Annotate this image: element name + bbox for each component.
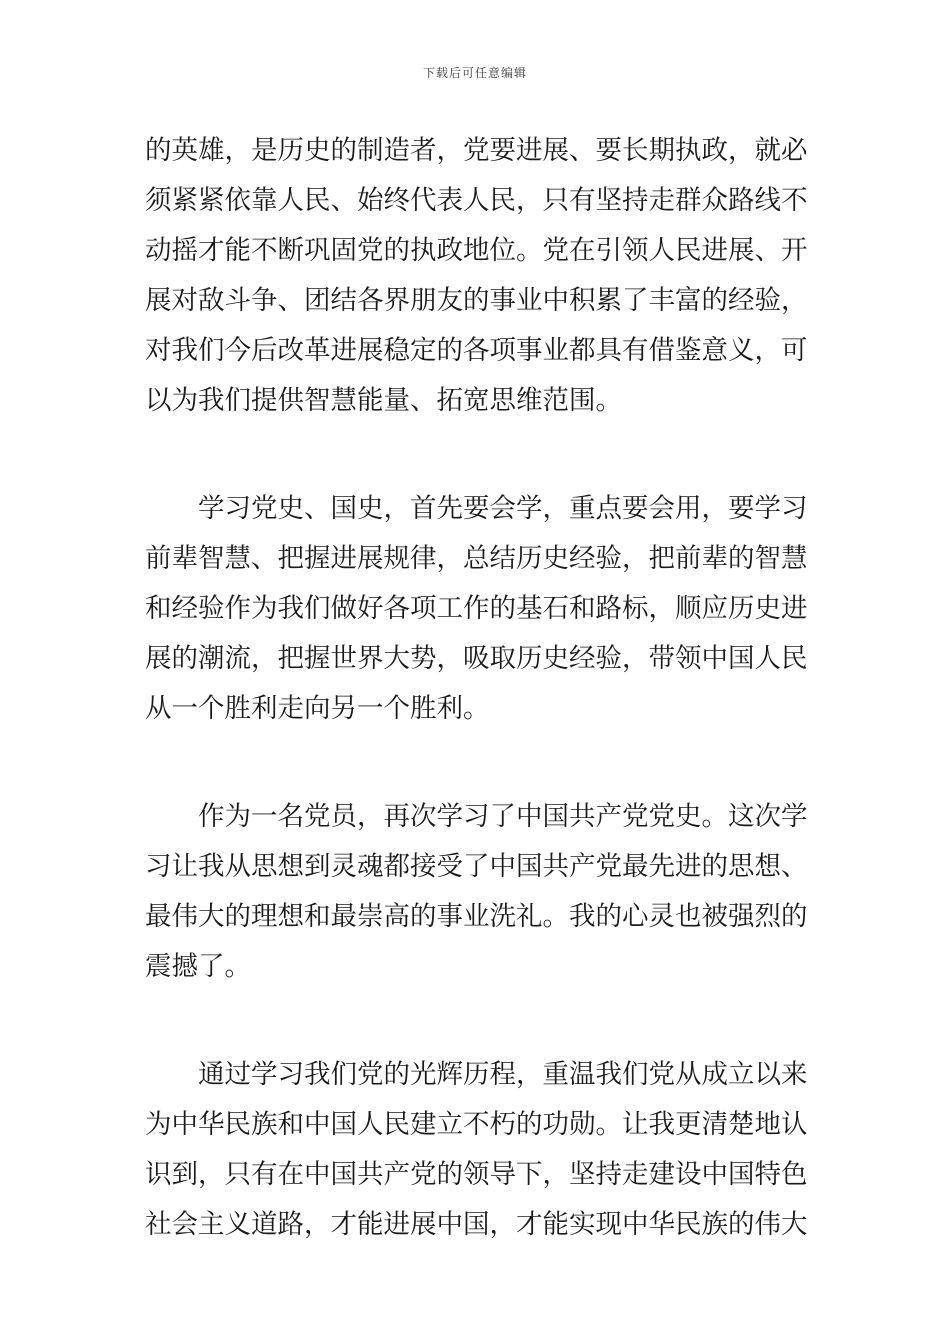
text-line: 动摇才能不断巩固党的执政地位。党在引领人民进展、开 <box>145 235 808 266</box>
text-line: 须紧紧依靠人民、始终代表人民，只有坚持走群众路线不 <box>145 185 808 216</box>
text-line: 最伟大的理想和最崇高的事业洗礼。我的心灵也被强烈的 <box>145 901 808 932</box>
paragraph-2 <box>145 484 807 734</box>
text-line: 为中华民族和中国人民建立不朽的功勋。让我更清楚地认 <box>145 1109 808 1140</box>
document-body <box>145 126 807 1250</box>
text-line: 震撼了。 <box>145 951 251 982</box>
paragraph-3 <box>145 792 807 992</box>
text-line: 通过学习我们党的光辉历程，重温我们党从成立以来 <box>198 1059 808 1090</box>
text-line: 和经验作为我们做好各项工作的基石和路标，顺应历史进 <box>145 593 808 624</box>
text-line: 前辈智慧、把握进展规律，总结历史经验，把前辈的智慧 <box>145 543 808 574</box>
paragraph-gap <box>145 734 807 792</box>
text-line: 学习党史、国史，首先要会学，重点要会用，要学习 <box>198 493 808 524</box>
paragraph-gap <box>145 992 807 1050</box>
text-line: 习让我从思想到灵魂都接受了中国共产党最先进的思想、 <box>145 851 808 882</box>
text-line: 的英雄，是历史的制造者，党要进展、要长期执政，就必 <box>145 135 808 166</box>
text-line: 以为我们提供智慧能量、拓宽思维范围。 <box>145 385 622 416</box>
paragraph-1 <box>145 126 807 426</box>
paragraph-4 <box>145 1050 807 1250</box>
page-header: 下载后可任意编辑 <box>422 66 527 80</box>
paragraph-gap <box>145 426 807 484</box>
text-line: 展对敌斗争、团结各界朋友的事业中积累了丰富的经验， <box>145 285 808 316</box>
text-line: 识到，只有在中国共产党的领导下，坚持走建设中国特色 <box>145 1159 808 1190</box>
text-line: 对我们今后改革进展稳定的各项事业都具有借鉴意义，可 <box>145 335 808 366</box>
text-line: 展的潮流，把握世界大势，吸取历史经验，带领中国人民 <box>145 643 808 674</box>
text-line: 作为一名党员，再次学习了中国共产党党史。这次学 <box>198 801 808 832</box>
text-line: 从一个胜利走向另一个胜利。 <box>145 693 490 724</box>
text-line: 社会主义道路，才能进展中国，才能实现中华民族的伟大 <box>145 1209 808 1240</box>
